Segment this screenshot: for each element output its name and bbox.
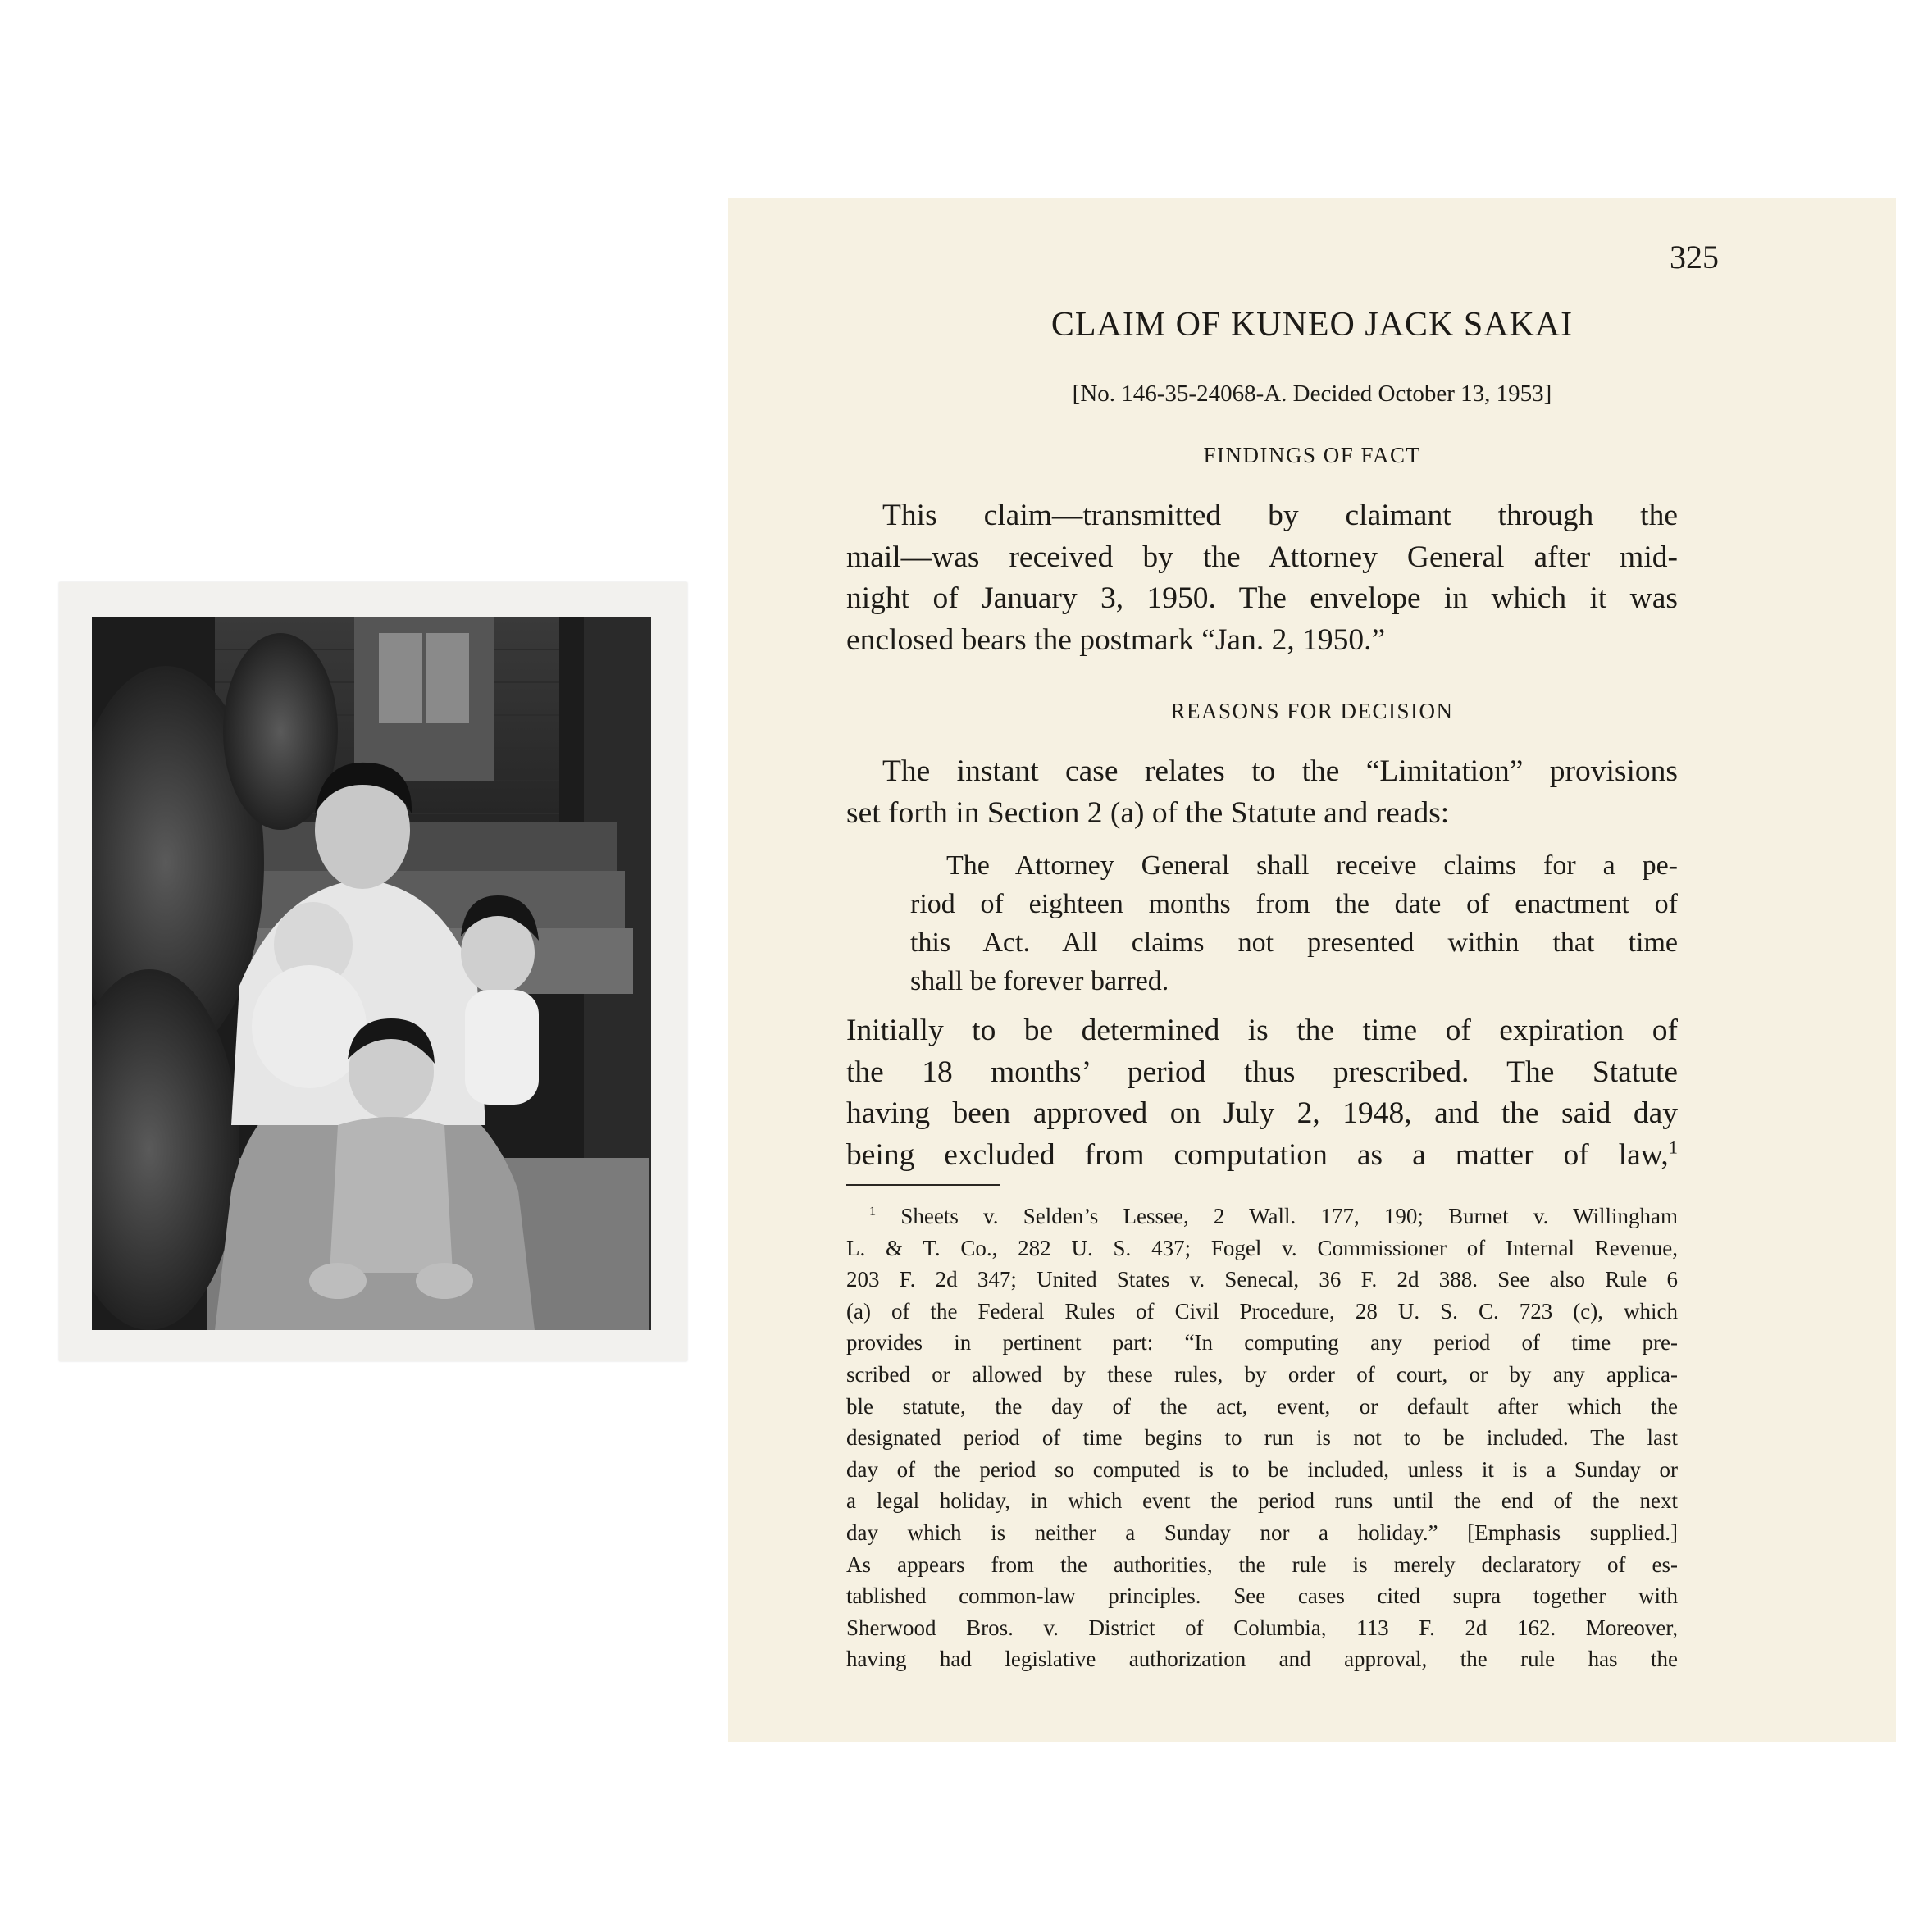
determination-line: the 18 months’ period thus prescribed. The Statute <box>846 1055 1678 1089</box>
footnote-mark: 1 <box>869 1204 877 1219</box>
footnote-line: As appears from the authorities, the rule is merely declaratory of es- <box>846 1552 1678 1577</box>
quote-line: shall be forever barred. <box>910 966 1169 996</box>
findings-line: mail—was received by the Attorney General after mid- <box>846 540 1678 574</box>
footnote-line: scribed or allowed by these rules, by order of court, or by any applica- <box>846 1361 1678 1387</box>
reasons-heading: REASONS FOR DECISION <box>1170 699 1454 723</box>
footnote-divider <box>846 1184 1000 1186</box>
footnote-reference: 1 <box>1668 1137 1678 1157</box>
findings-heading: FINDINGS OF FACT <box>1203 443 1421 467</box>
footnote-line: day of the period so computed is to be included, unless it is a Sunday or <box>846 1456 1678 1482</box>
docket-line: [No. 146-35-24068-A. Decided October 13, 1953] <box>1072 380 1552 407</box>
findings-line: This claim—transmitted by claimant through the <box>882 499 1678 532</box>
footnote-line-first <box>846 1201 1678 1233</box>
footnote-line: day which is neither a Sunday nor a holiday.” [Emphasis supplied.] <box>846 1520 1678 1545</box>
determination-line-last <box>846 1135 1678 1177</box>
case-title: CLAIM OF KUNEO JACK SAKAI <box>1050 306 1574 344</box>
footnote-line: (a) of the Federal Rules of Civil Procedure, 28 U. S. C. 723 (c), which <box>846 1298 1678 1324</box>
family-photograph <box>59 582 687 1361</box>
findings-paragraph <box>846 495 1678 661</box>
quote-line: The Attorney General shall receive claims for a pe- <box>946 850 1678 881</box>
determination-line: having been approved on July 2, 1948, and the said day <box>846 1096 1678 1130</box>
footnote-line: L. & T. Co., 282 U. S. 437; Fogel v. Commissioner of Internal Revenue, <box>846 1235 1678 1260</box>
reasons-line: set forth in Section 2 (a) of the Statute and reads: <box>846 795 1450 830</box>
footnote-line: Sherwood Bros. v. District of Columbia, 113 F. 2d 162. Moreover, <box>846 1615 1678 1640</box>
statute-quote <box>910 846 1678 1000</box>
reasons-paragraph <box>846 751 1678 834</box>
footnote-line: ble statute, the day of the act, event, or default after which the <box>846 1393 1678 1419</box>
determination-line: Initially to be determined is the time of expiration of <box>846 1014 1678 1047</box>
footnote-line: tablished common-law principles. See cases cited supra together with <box>846 1583 1678 1609</box>
page-number: 325 <box>1670 239 1719 276</box>
footnote-line: designated period of time begins to run is not to be included. The last <box>846 1425 1678 1451</box>
footnote <box>846 1201 1678 1675</box>
document-page <box>728 198 1896 1742</box>
footnote-line: provides in pertinent part: “In computing any period of time pre- <box>846 1330 1678 1356</box>
determination-paragraph <box>846 1010 1678 1176</box>
footnote-line: a legal holiday, in which event the period runs until the end of the next <box>846 1488 1678 1514</box>
determination-line-text: being excluded from computation as a matter of law, <box>846 1137 1669 1172</box>
findings-line: night of January 3, 1950. The envelope in which it was <box>846 581 1678 615</box>
photo-image <box>92 617 651 1330</box>
quote-line: this Act. All claims not presented within that time <box>910 927 1678 958</box>
footnote-line-text: Sheets v. Selden’s Lessee, 2 Wall. 177, 190; Burnet v. Willingham <box>900 1204 1679 1228</box>
footnote-line: having had legislative authorization and approval, the rule has the <box>846 1647 1678 1672</box>
findings-line: enclosed bears the postmark “Jan. 2, 1950.” <box>846 622 1386 657</box>
quote-line: riod of eighteen months from the date of enactment of <box>910 889 1678 919</box>
footnote-line: 203 F. 2d 347; United States v. Senecal, 36 F. 2d 388. See also Rule 6 <box>846 1267 1678 1292</box>
reasons-line: The instant case relates to the “Limitation” provisions <box>882 754 1678 788</box>
